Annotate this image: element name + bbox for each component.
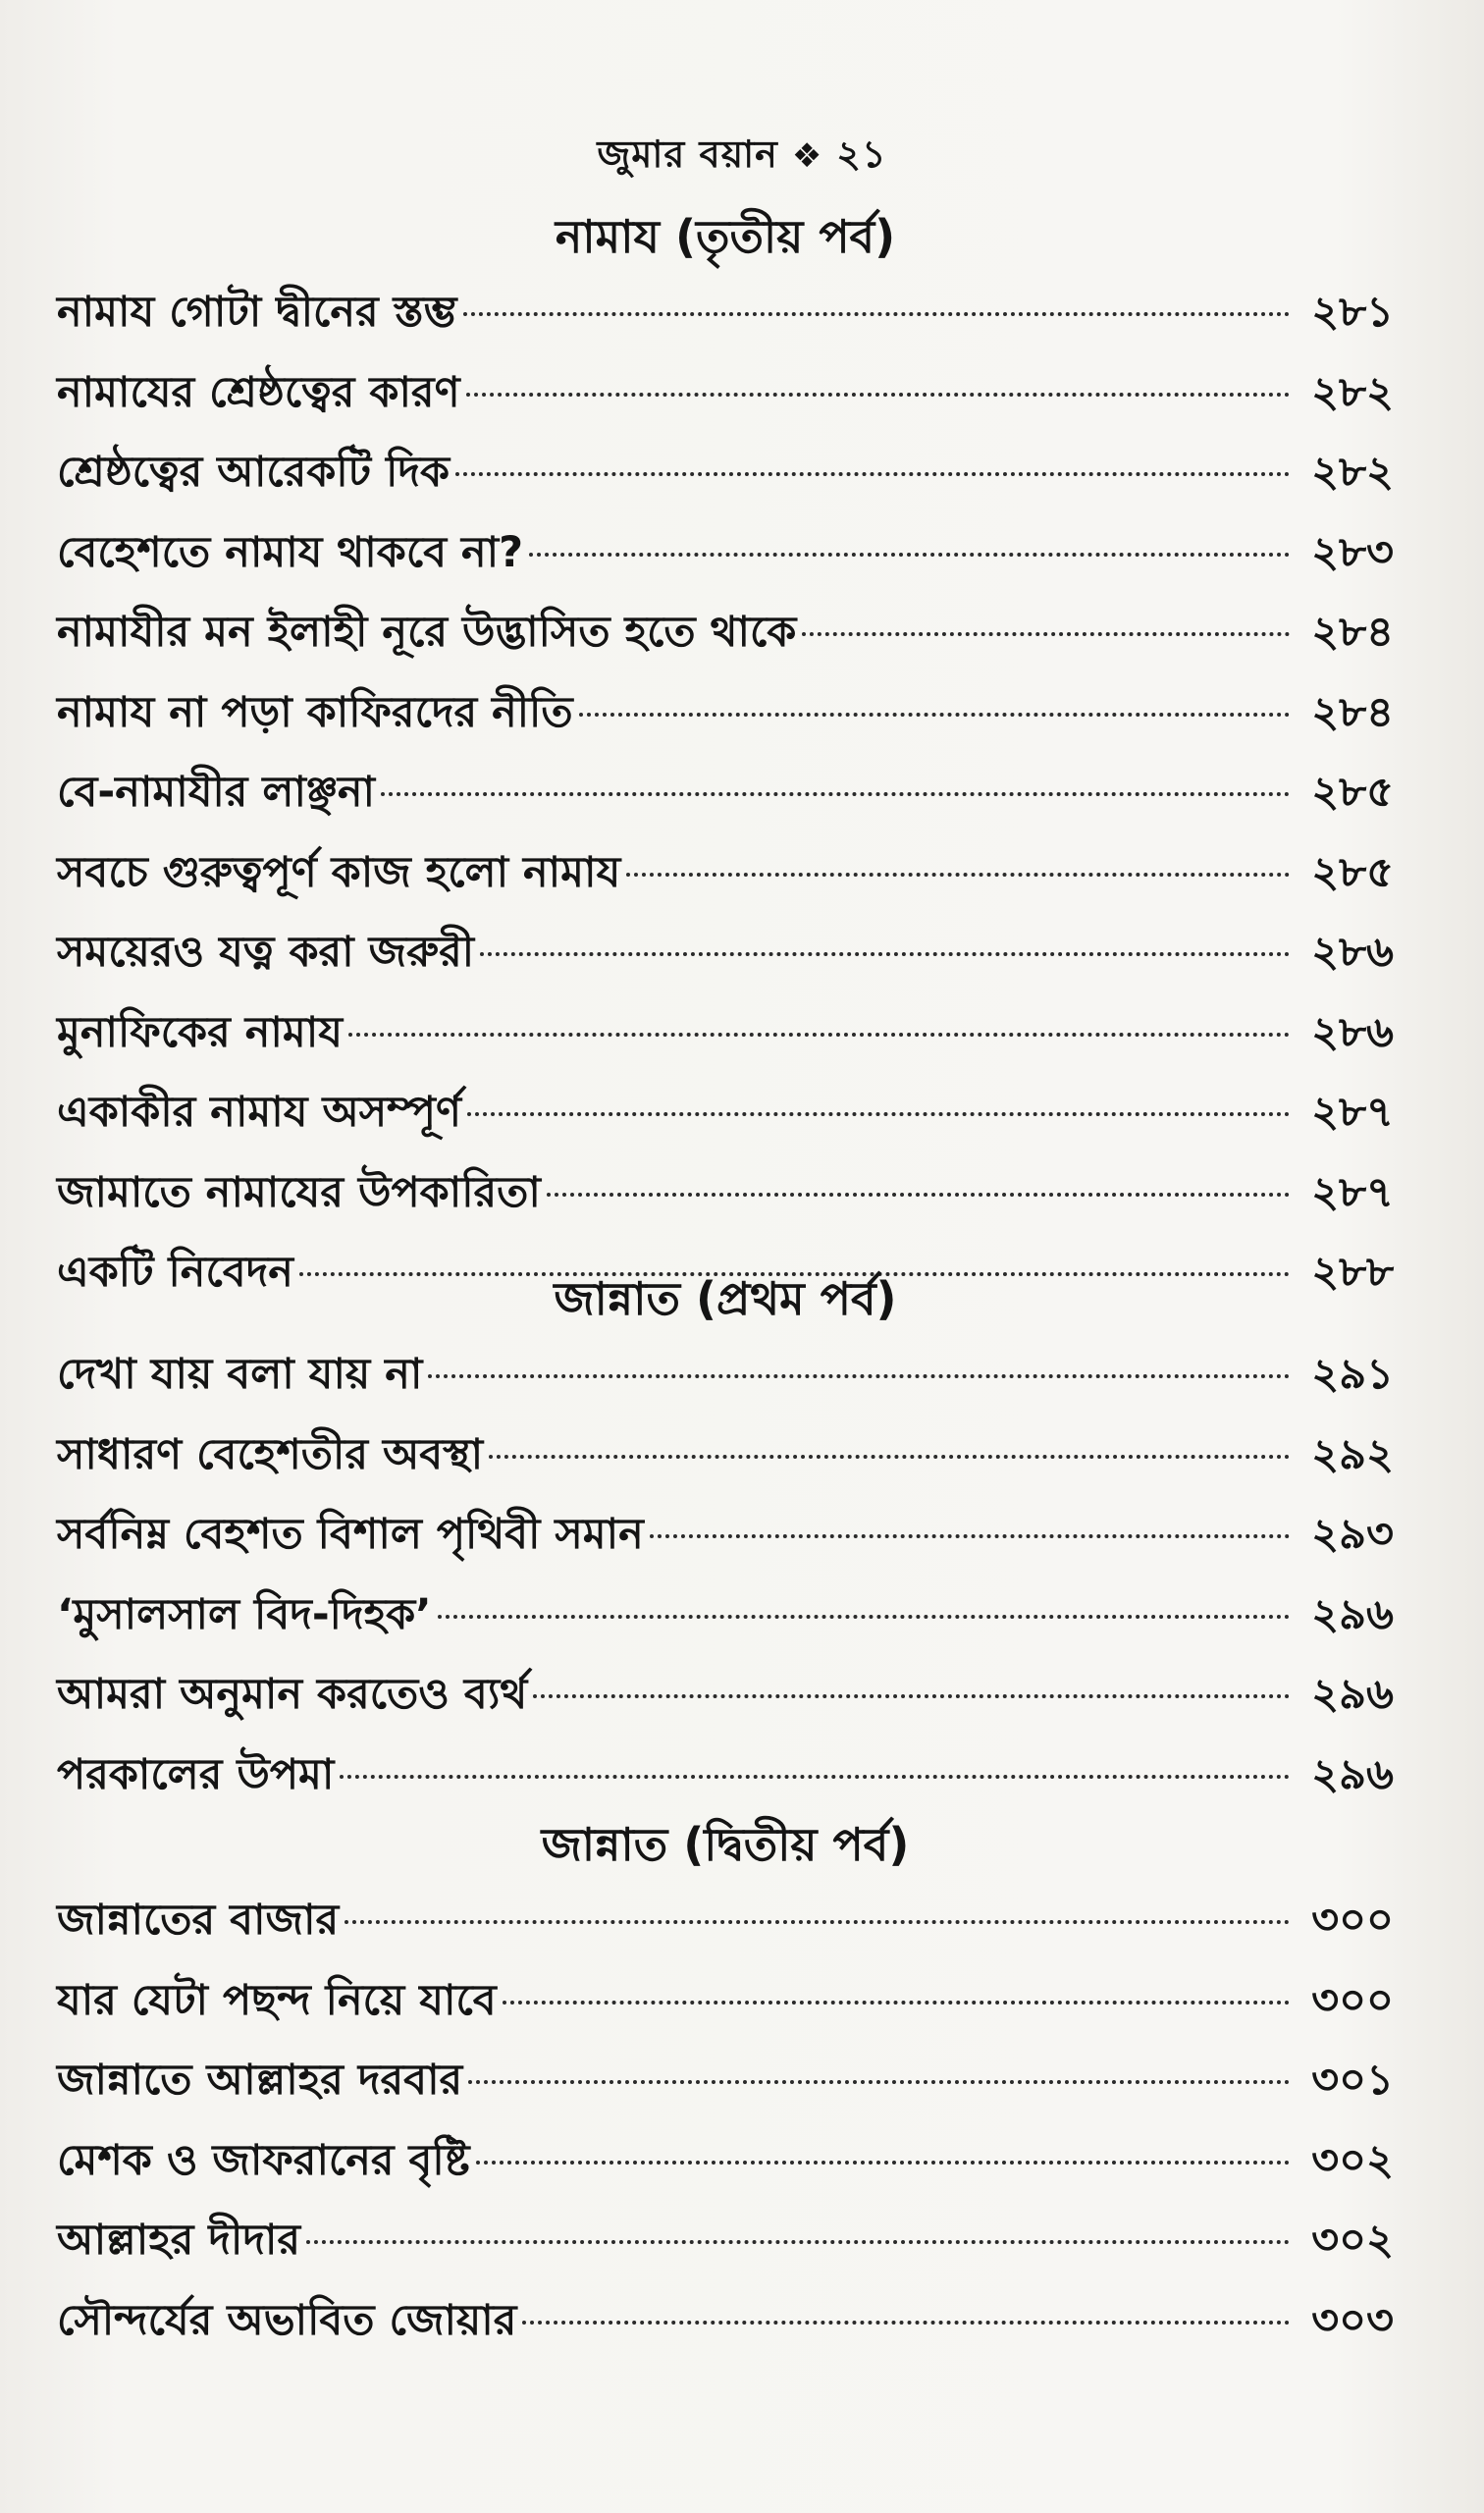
- dot-leader: [650, 1534, 1290, 1538]
- toc-entry-page: ৩০২: [1311, 2135, 1394, 2185]
- section-title: জান্নাত (প্রথম পর্ব): [554, 1272, 897, 1325]
- toc-entry-title: নামাযের শ্রেষ্ঠত্বের কারণ: [57, 367, 460, 417]
- toc-entry: [57, 593, 1394, 673]
- toc-entry-title: সময়েরও যত্ন করা জরুরী: [57, 928, 475, 977]
- toc-entry-title: মেশক ও জাফরানের বৃষ্টি: [57, 2135, 470, 2185]
- toc-entry-title: যার যেটা পছন্দ নিয়ে যাবে: [57, 1975, 497, 2025]
- dot-leader: [802, 632, 1290, 636]
- toc-entry-page: ২৮৩: [1311, 527, 1394, 577]
- dot-leader: [579, 713, 1290, 717]
- dot-leader: [455, 472, 1290, 476]
- dot-leader: [468, 2080, 1290, 2084]
- toc-entry-title: সবচে গুরুত্বপূর্ণ কাজ হলো নামায: [57, 847, 621, 897]
- toc-entry-page: ২৮৫: [1311, 768, 1394, 817]
- dot-leader: [466, 393, 1290, 397]
- toc-entry: [57, 1736, 1394, 1816]
- toc-entry-page: ২৮৬: [1311, 928, 1394, 977]
- toc-entry-page: ৩০০: [1311, 1896, 1394, 1945]
- dot-leader: [344, 1920, 1290, 1924]
- toc-entry-title: জান্নাতের বাজার: [57, 1896, 340, 1945]
- toc-entry-page: ২৮২: [1311, 448, 1394, 497]
- toc-entry: [57, 1881, 1394, 1961]
- toc-entry-title: শ্রেষ্ঠত্বের আরেকটি দিক: [57, 448, 450, 497]
- book-title: জুমার বয়ান: [597, 133, 778, 176]
- dot-leader: [489, 1455, 1290, 1459]
- toc-entry-title: দেখা যায় বলা যায় না: [57, 1350, 423, 1399]
- toc-entry-page: ২৯৬: [1311, 1749, 1394, 1799]
- toc-entry: [57, 353, 1394, 434]
- toc-section-jannat-1: [57, 1262, 1394, 1815]
- toc-entry: [57, 433, 1394, 513]
- toc-entry: [57, 1073, 1394, 1153]
- dot-leader: [522, 2321, 1290, 2325]
- dot-leader: [476, 2161, 1290, 2165]
- toc-entry: [57, 993, 1394, 1074]
- toc-entry: [57, 673, 1394, 754]
- dot-leader: [438, 1615, 1290, 1619]
- toc-entry: [57, 1655, 1394, 1736]
- toc-entry-page: ৩০৩: [1311, 2295, 1394, 2345]
- toc-entry: [57, 513, 1394, 594]
- toc-entry: [57, 2281, 1394, 2362]
- toc-entry-page: ২৯২: [1311, 1429, 1394, 1479]
- dot-leader: [340, 1775, 1290, 1779]
- toc-entry-title: জামাতে নামাযের উপকারিতা: [57, 1167, 541, 1217]
- toc-entry-page: ৩০১: [1311, 2056, 1394, 2105]
- ornament-separator: ❖: [791, 136, 823, 176]
- toc-entry-page: ২৯৬: [1311, 1589, 1394, 1639]
- toc-entry-page: ২৮৭: [1311, 1167, 1394, 1217]
- running-head: [0, 126, 1484, 188]
- toc-entry-title: নামায গোটা দ্বীনের স্তম্ভ: [57, 288, 457, 337]
- toc-entry: [57, 2121, 1394, 2202]
- section-title: নামায (তৃতীয় পর্ব): [555, 210, 896, 263]
- toc-entry-title: সর্বনিম্ন বেহশত বিশাল পৃথিবী সমান: [57, 1510, 644, 1559]
- toc-entry-page: ২৯৬: [1311, 1670, 1394, 1719]
- toc-entry: [57, 273, 1394, 353]
- toc-entry-title: সাধারণ বেহেশতীর অবস্থা: [57, 1429, 484, 1479]
- toc-entry-page: ৩০০: [1311, 1975, 1394, 2025]
- toc-entry-page: ২৮৪: [1311, 608, 1394, 657]
- toc-entry-title: জান্নাতে আল্লাহর দরবার: [57, 2056, 463, 2105]
- dot-leader: [547, 1193, 1290, 1197]
- toc-entry-title: বে-নামাযীর লাঞ্ছনা: [57, 768, 375, 817]
- toc-entry-page: ২৮৪: [1311, 687, 1394, 737]
- toc-entry: [57, 1153, 1394, 1234]
- toc-entry: [57, 833, 1394, 914]
- dot-leader: [529, 553, 1290, 557]
- dot-leader: [348, 1033, 1290, 1037]
- toc-entry-title: পরকালের উপমা: [57, 1749, 335, 1799]
- toc-entry: [57, 753, 1394, 833]
- toc-entry-title: আল্লাহর দীদার: [57, 2216, 301, 2265]
- toc-entry: [57, 913, 1394, 993]
- toc-entry-page: ২৯৩: [1311, 1510, 1394, 1559]
- toc-entry-title: একটি নিবেদন: [57, 1248, 293, 1297]
- toc-entry: [57, 2041, 1394, 2121]
- dot-leader: [463, 312, 1290, 316]
- dot-leader: [381, 792, 1290, 796]
- toc-entry: [57, 1961, 1394, 2042]
- toc-entry-title: একাকীর নামায অসম্পূর্ণ: [57, 1088, 461, 1137]
- toc-entry: [57, 1416, 1394, 1496]
- section-title: জান্নাত (দ্বিতীয় পর্ব): [541, 1818, 910, 1871]
- dot-leader: [480, 952, 1290, 956]
- toc-entry-page: ২৮৫: [1311, 847, 1394, 897]
- toc-entry-title: আমরা অনুমান করতেও ব্যর্থ: [57, 1670, 528, 1719]
- dot-leader: [533, 1694, 1290, 1698]
- toc-entry-title: নামায না পড়া কাফিরদের নীতি: [57, 687, 573, 737]
- dot-leader: [503, 2001, 1290, 2005]
- dot-leader: [428, 1374, 1290, 1378]
- toc-entry: [57, 1335, 1394, 1416]
- toc-entry-page: ২৮৭: [1311, 1088, 1394, 1137]
- dot-leader: [306, 2240, 1290, 2244]
- toc-entry-title: নামাযীর মন ইলাহী নূরে উদ্ভাসিত হতে থাকে: [57, 608, 797, 657]
- toc-entry-page: ২৮১: [1311, 288, 1394, 337]
- toc-entry: [57, 2201, 1394, 2281]
- toc-entry-page: ২৮৮: [1311, 1248, 1394, 1297]
- toc-entry-title: মুনাফিকের নামায: [57, 1007, 343, 1057]
- dot-leader: [467, 1112, 1290, 1116]
- toc-entry-page: ২৮৬: [1311, 1007, 1394, 1057]
- toc-entry-page: ৩০২: [1311, 2216, 1394, 2265]
- toc-entry-page: ২৯১: [1311, 1350, 1394, 1399]
- toc-section-jannat-2: [57, 1808, 1394, 2361]
- toc-entry: [57, 1495, 1394, 1576]
- toc-entry-title: ‘মুসালসাল বিদ-দিহক’: [57, 1589, 432, 1639]
- dot-leader: [626, 873, 1290, 877]
- toc-entry-title: বেহেশতে নামায থাকবে না?: [57, 527, 524, 577]
- toc-section-namaz-3: [57, 200, 1394, 1313]
- toc-entry-page: ২৮২: [1311, 367, 1394, 417]
- page-number: ২১: [836, 133, 887, 176]
- toc-entry-title: সৌন্দর্যের অভাবিত জোয়ার: [57, 2295, 517, 2345]
- toc-entry: [57, 1576, 1394, 1656]
